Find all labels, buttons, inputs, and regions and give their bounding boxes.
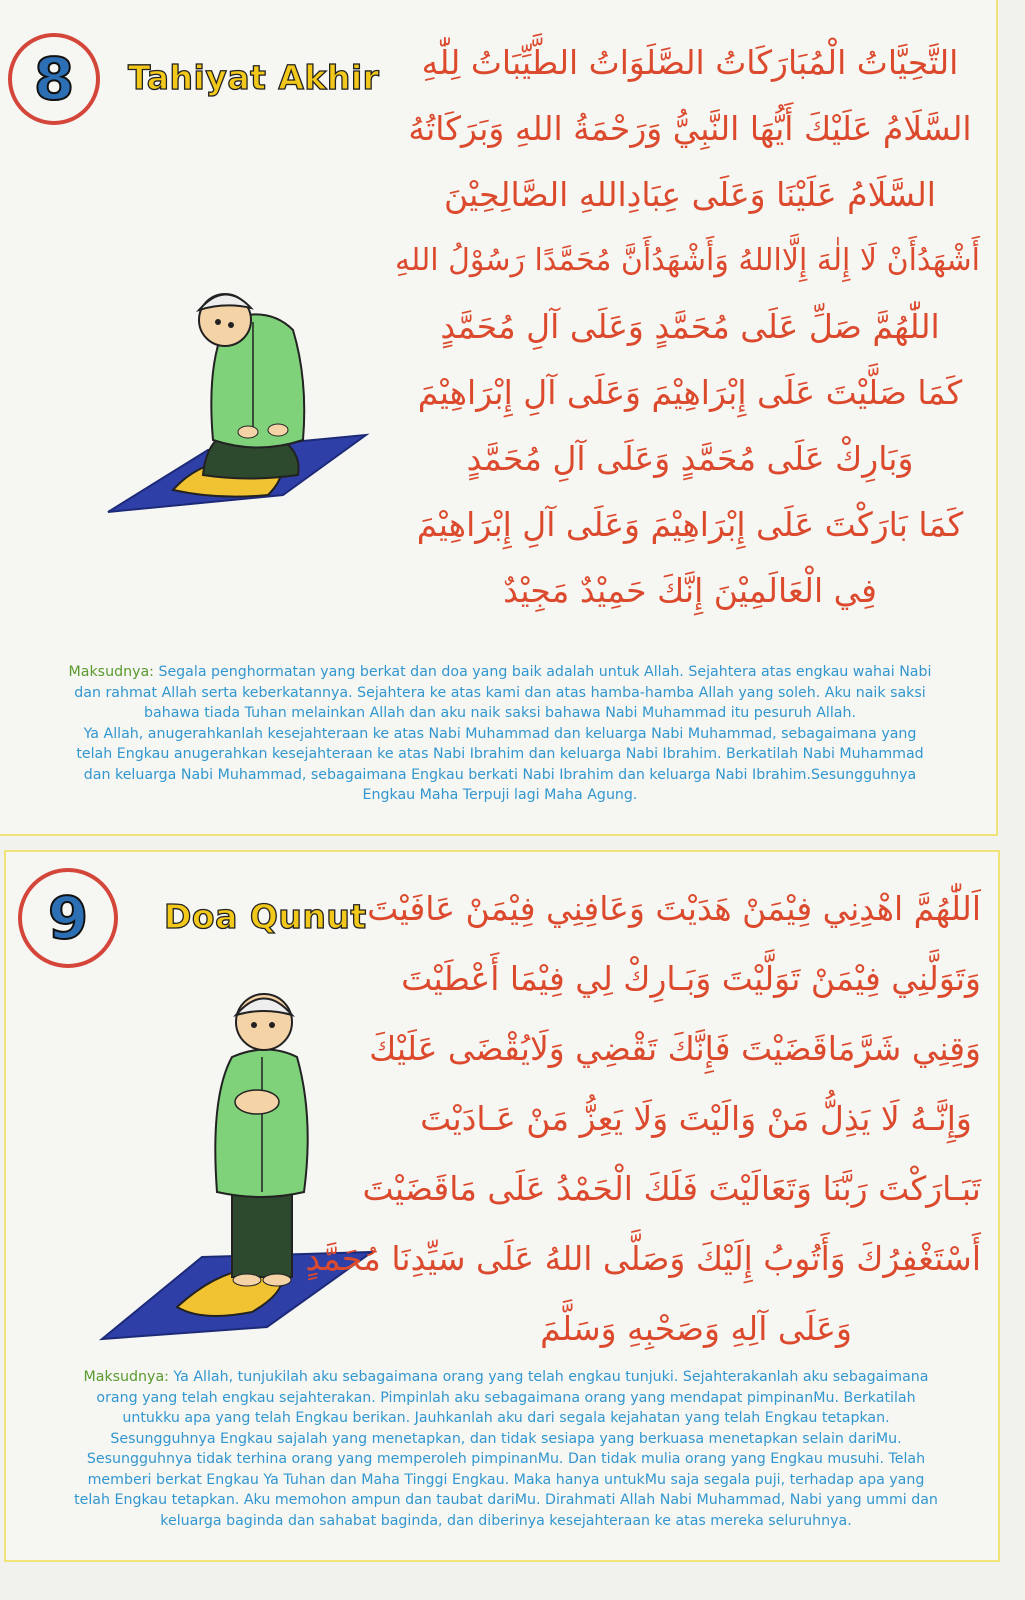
arabic-line: اللّٰهُمَّ صَلِّ عَلَى مُحَمَّدٍ وَعَلَى آلِ مُحَمَّدٍ <box>440 307 940 346</box>
meaning-line: keluarga baginda dan sahabat baginda, dan diberinya kesejahteraan ke atas mereka seluruhnya. <box>160 1512 852 1529</box>
arabic-line: وَبَارِكْ عَلَى مُحَمَّدٍ وَعَلَى آلِ مُحَمَّدٍ <box>466 439 914 478</box>
kneeling-boy-illustration <box>88 250 378 520</box>
arabic-line: وَإِنَّـهُ لَا يَذِلُّ مَنْ وَالَيْتَ وَلَا يَعِزُّ مَنْ عَـادَيْتَ <box>420 1099 972 1138</box>
meaning-line: orang yang telah engkau sejahterakan. Pimpinlah aku sebagaimana orang yang mendapat pimpinanMu. Berkatilah <box>96 1389 916 1406</box>
meaning-label: Maksudnya: <box>68 664 154 680</box>
arabic-line: وَقِنِي شَرَّمَاقَضَيْتَ فَإِنَّكَ تَقْضِي وَلَايُقْضَى عَلَيْكَ <box>369 1029 981 1068</box>
meaning-line: Segala penghormatan yang berkat dan doa yang baik adalah untuk Allah. Sejahtera atas engkau wahai Nabi <box>153 664 932 680</box>
section-doa-qunut <box>4 850 1000 1562</box>
arabic-line: تَبَـارَكْتَ رَبَّنَا وَتَعَالَيْتَ فَلَكَ الْحَمْدُ عَلَى مَاقَضَيْتَ <box>362 1169 981 1208</box>
arabic-line: السَّلَامُ عَلَيْنَا وَعَلَى عِبَادِاللهِ الصَّالِحِيْنَ <box>444 175 936 214</box>
arabic-line: أَسْتَغْفِرُكَ وَأَتُوبُ إِلَيْكَ وَصَلَّى اللهُ عَلَى سَيِّدِنَا مُحَمَّدٍ <box>305 1239 981 1278</box>
arabic-line: وَعَلَى آلِهِ وَصَحْبِهِ وَسَلَّمَ <box>540 1309 852 1348</box>
meaning-label: Maksudnya: <box>83 1369 169 1385</box>
step-number-badge <box>18 868 118 968</box>
arabic-line: وَتَوَلَّنِي فِيْمَنْ تَوَلَّيْتَ وَبَـارِكْ لِي فِيْمَا أَعْطَيْتَ <box>401 959 981 998</box>
arabic-line: أَشْهَدُأَنْ لَا إِلٰهَ إِلَّااللهُ وَأَشْهَدُأَنَّ مُحَمَّدًا رَسُوْلُ اللهِ <box>395 243 980 278</box>
meaning-text <box>16 1367 996 1531</box>
arabic-text <box>305 874 981 1364</box>
arabic-line: السَّلَامُ عَلَيْكَ أَيُّهَا النَّبِيُّ وَرَحْمَةُ اللهِ وَبَرَكَاتُهُ <box>408 109 972 148</box>
arabic-line: كَمَا صَلَّيْتَ عَلَى إِبْرَاهِيْمَ وَعَلَى آلِ إِبْرَاهِيْمَ <box>417 373 963 412</box>
section-title: Doa Qunut <box>164 897 367 936</box>
arabic-line: كَمَا بَارَكْتَ عَلَى إِبْرَاهِيْمَ وَعَلَى آلِ إِبْرَاهِيْمَ <box>416 505 964 544</box>
arabic-line: التَّحِيَّاتُ الْمُبَارَكَاتُ الصَّلَوَاتُ الطَّيِّبَاتُ لِلّٰهِ <box>421 43 959 82</box>
meaning-line: dan rahmat Allah serta keberkatannya. Sejahtera ke atas kami dan atas hamba-hamba Allah yang soleh. Aku naik saksi <box>74 684 926 701</box>
meaning-line: bahawa tiada Tuhan melainkan Allah dan aku naik saksi bahawa Nabi Muhammad itu pesuruh Allah. <box>144 705 856 721</box>
meaning-line: Ya Allah, tunjukilah aku sebagaimana orang yang telah engkau tunjuki. Sejahterakanlah aku sebagaimana <box>168 1369 929 1385</box>
meaning-line: Engkau Maha Terpuji lagi Maha Agung. <box>362 787 638 803</box>
step-number: 8 <box>33 45 75 113</box>
meaning-line: dan keluarga Nabi Muhammad, sebagaimana Engkau berkati Nabi Ibrahim dan keluarga Nabi Ibrahim.Sesungguhnya <box>83 766 917 783</box>
meaning-line: telah Engkau tetapkan. Aku memohon ampun dan taubat dariMu. Dirahmati Allah Nabi Muhammad, Nabi yang ummi dan <box>74 1492 938 1508</box>
meaning-text <box>10 662 990 806</box>
meaning-line: Sesungguhnya tidak terhina orang yang memperoleh pimpinanMu. Dan tidak mulia orang yang Engkau musuhi. Telah <box>86 1451 926 1467</box>
step-number: 9 <box>47 884 89 952</box>
step-number-badge <box>8 33 100 125</box>
arabic-line: اَللّٰهُمَّ اهْدِنِي فِيْمَنْ هَدَيْتَ وَعَافِنِي فِيْمَنْ عَافَيْتَ <box>367 889 981 928</box>
meaning-line: telah Engkau anugerahkan kesejahteraan ke atas Nabi Ibrahim dan keluarga Nabi Ibrahim. Berkatilah Nabi Muhammad <box>76 746 924 762</box>
arabic-line: فِي الْعَالَمِيْنَ إِنَّكَ حَمِيْدٌ مَجِيْدٌ <box>503 571 877 610</box>
section-title: Tahiyat Akhir <box>128 58 380 97</box>
meaning-line: Ya Allah, anugerahkanlah kesejahteraan ke atas Nabi Muhammad dan keluarga Nabi Muhammad, sebagaimana yang <box>83 725 917 742</box>
meaning-line: Sesungguhnya Engkau sajalah yang menetapkan, dan tidak sesiapa yang berkuasa menetapkan selain dariMu. <box>110 1430 902 1447</box>
meaning-line: untukku apa yang telah Engkau berikan. Jauhkanlah aku dari segala kejahatan yang telah Engkau tetapkan. <box>122 1410 890 1426</box>
meaning-line: memberi berkat Engkau Ya Tuhan dan Maha Tinggi Engkau. Maka hanya untukMu saja segala puji, terhadap apa yang <box>87 1471 925 1488</box>
arabic-text <box>395 30 980 624</box>
